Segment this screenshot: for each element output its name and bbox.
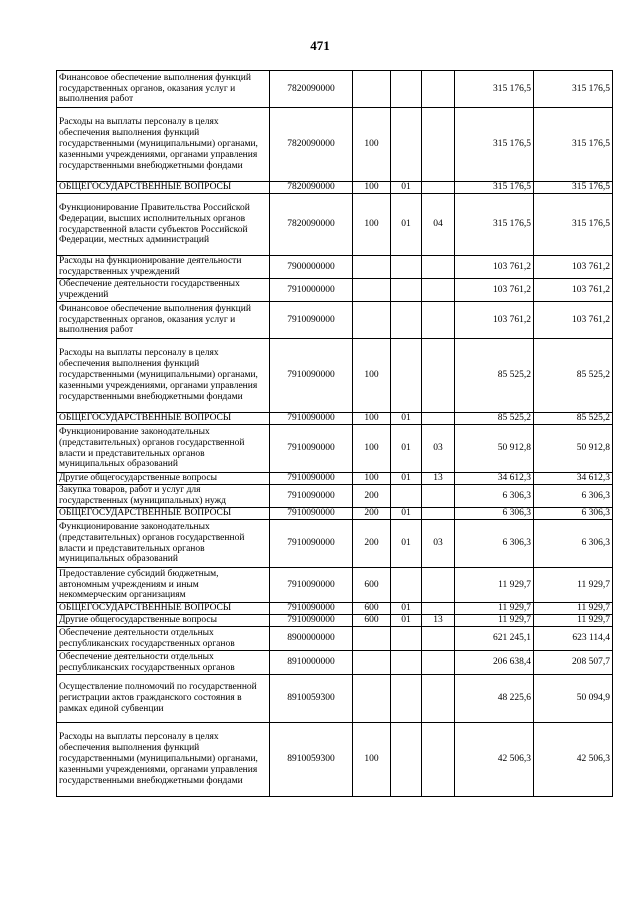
- row-code: 7910000000: [270, 279, 353, 302]
- row-sum-1: 206 638,4: [455, 651, 534, 675]
- row-code: 8910059300: [270, 675, 353, 723]
- row-sum-2: 11 929,7: [534, 603, 613, 615]
- row-sum-1: 103 761,2: [455, 302, 534, 339]
- row-sum-2: 85 525,2: [534, 413, 613, 425]
- row-code: 7910090000: [270, 425, 353, 473]
- table-row: [57, 723, 613, 797]
- row-vr: 600: [353, 568, 391, 603]
- row-code: 7910090000: [270, 413, 353, 425]
- table-row: [57, 339, 613, 413]
- row-rz: 01: [391, 508, 422, 520]
- row-sum-1: 11 929,7: [455, 603, 534, 615]
- table-row: [57, 473, 613, 485]
- row-name: Обеспечение деятельности отдельных республиканских государственных органов: [57, 627, 270, 651]
- row-code: 7910090000: [270, 339, 353, 413]
- row-code: 7820090000: [270, 108, 353, 182]
- row-code: 7910090000: [270, 603, 353, 615]
- row-code: 8910059300: [270, 723, 353, 797]
- row-vr: 100: [353, 723, 391, 797]
- row-pr: 03: [422, 520, 455, 568]
- row-rz: [391, 651, 422, 675]
- row-pr: [422, 413, 455, 425]
- row-rz: 01: [391, 603, 422, 615]
- row-sum-1: 85 525,2: [455, 339, 534, 413]
- row-pr: [422, 108, 455, 182]
- row-name: Предоставление субсидий бюджетным, автономным учреждениям и иным некоммерческим организациям: [57, 568, 270, 603]
- row-vr: [353, 279, 391, 302]
- row-sum-2: 315 176,5: [534, 108, 613, 182]
- table-row: [57, 108, 613, 182]
- row-rz: [391, 279, 422, 302]
- row-code: 7910090000: [270, 568, 353, 603]
- row-name: Функционирование Правительства Российской Федерации, высших исполнительных органов государственной власти субъектов Российской Федерации, местных администраций: [57, 194, 270, 256]
- row-pr: 13: [422, 615, 455, 627]
- row-name: ОБЩЕГОСУДАРСТВЕННЫЕ ВОПРОСЫ: [57, 182, 270, 194]
- row-name: Функционирование законодательных (представительных) органов государственной власти и представительных органов муниципальных образований: [57, 425, 270, 473]
- table-body: [57, 71, 613, 797]
- table-row: [57, 182, 613, 194]
- row-pr: [422, 279, 455, 302]
- table-row: [57, 675, 613, 723]
- budget-table: [56, 70, 613, 797]
- row-sum-2: 315 176,5: [534, 71, 613, 108]
- row-vr: [353, 627, 391, 651]
- row-vr: [353, 71, 391, 108]
- row-rz: [391, 723, 422, 797]
- row-sum-2: 208 507,7: [534, 651, 613, 675]
- row-sum-2: 315 176,5: [534, 194, 613, 256]
- row-sum-1: 315 176,5: [455, 108, 534, 182]
- row-sum-2: 6 306,3: [534, 520, 613, 568]
- row-pr: [422, 723, 455, 797]
- row-vr: 200: [353, 485, 391, 508]
- row-rz: [391, 627, 422, 651]
- row-sum-2: 6 306,3: [534, 508, 613, 520]
- row-pr: [422, 302, 455, 339]
- table-row: [57, 71, 613, 108]
- row-pr: [422, 603, 455, 615]
- row-rz: 01: [391, 413, 422, 425]
- row-code: 7900000000: [270, 256, 353, 279]
- row-rz: [391, 71, 422, 108]
- row-sum-1: 315 176,5: [455, 182, 534, 194]
- row-vr: 100: [353, 473, 391, 485]
- row-name: Другие общегосударственные вопросы: [57, 473, 270, 485]
- row-rz: [391, 256, 422, 279]
- table-row: [57, 627, 613, 651]
- table-row: [57, 485, 613, 508]
- row-sum-1: 6 306,3: [455, 485, 534, 508]
- table-row: [57, 520, 613, 568]
- row-pr: [422, 627, 455, 651]
- row-rz: [391, 108, 422, 182]
- row-sum-1: 103 761,2: [455, 256, 534, 279]
- row-pr: [422, 485, 455, 508]
- table-row: [57, 651, 613, 675]
- row-vr: 100: [353, 182, 391, 194]
- row-code: 8910000000: [270, 651, 353, 675]
- row-name: Осуществление полномочий по государственной регистрации актов гражданского состояния в рамках единой субвенции: [57, 675, 270, 723]
- row-rz: [391, 485, 422, 508]
- row-pr: [422, 182, 455, 194]
- row-sum-1: 42 506,3: [455, 723, 534, 797]
- row-pr: 04: [422, 194, 455, 256]
- row-code: 8900000000: [270, 627, 353, 651]
- row-pr: [422, 675, 455, 723]
- row-vr: [353, 302, 391, 339]
- row-name: Функционирование законодательных (представительных) органов государственной власти и представительных органов муниципальных образований: [57, 520, 270, 568]
- row-sum-1: 34 612,3: [455, 473, 534, 485]
- row-name: Расходы на выплаты персоналу в целях обеспечения выполнения функций государственными (муниципальными) органами, казенными учреждениями, органами управления государственными внебюджетными фондами: [57, 723, 270, 797]
- row-rz: [391, 568, 422, 603]
- row-name: Закупка товаров, работ и услуг для государственных (муниципальных) нужд: [57, 485, 270, 508]
- row-code: 7910090000: [270, 615, 353, 627]
- row-sum-1: 621 245,1: [455, 627, 534, 651]
- table-row: [57, 302, 613, 339]
- table-row: [57, 194, 613, 256]
- row-name: ОБЩЕГОСУДАРСТВЕННЫЕ ВОПРОСЫ: [57, 603, 270, 615]
- page-number: 471: [310, 38, 330, 53]
- row-rz: 01: [391, 520, 422, 568]
- row-sum-1: 6 306,3: [455, 508, 534, 520]
- row-sum-1: 11 929,7: [455, 568, 534, 603]
- row-sum-1: 85 525,2: [455, 413, 534, 425]
- row-sum-2: 11 929,7: [534, 568, 613, 603]
- table-row: [57, 256, 613, 279]
- table-row: [57, 508, 613, 520]
- row-name: Расходы на функционирование деятельности государственных учреждений: [57, 256, 270, 279]
- row-vr: [353, 256, 391, 279]
- row-rz: 01: [391, 425, 422, 473]
- table-row: [57, 425, 613, 473]
- row-sum-1: 11 929,7: [455, 615, 534, 627]
- row-sum-2: 315 176,5: [534, 182, 613, 194]
- row-code: 7910090000: [270, 473, 353, 485]
- row-vr: 100: [353, 413, 391, 425]
- row-pr: 03: [422, 425, 455, 473]
- row-pr: [422, 508, 455, 520]
- row-pr: 13: [422, 473, 455, 485]
- row-sum-1: 6 306,3: [455, 520, 534, 568]
- row-pr: [422, 256, 455, 279]
- table-row: [57, 413, 613, 425]
- row-name: Другие общегосударственные вопросы: [57, 615, 270, 627]
- row-vr: 100: [353, 425, 391, 473]
- row-sum-2: 103 761,2: [534, 256, 613, 279]
- row-name: ОБЩЕГОСУДАРСТВЕННЫЕ ВОПРОСЫ: [57, 413, 270, 425]
- row-sum-1: 103 761,2: [455, 279, 534, 302]
- row-vr: [353, 651, 391, 675]
- row-name: Обеспечение деятельности отдельных республиканских государственных органов: [57, 651, 270, 675]
- row-rz: 01: [391, 473, 422, 485]
- row-pr: [422, 568, 455, 603]
- row-code: 7820090000: [270, 71, 353, 108]
- row-pr: [422, 339, 455, 413]
- row-code: 7820090000: [270, 194, 353, 256]
- row-vr: 100: [353, 339, 391, 413]
- row-rz: 01: [391, 615, 422, 627]
- row-sum-2: 6 306,3: [534, 485, 613, 508]
- row-sum-2: 34 612,3: [534, 473, 613, 485]
- row-rz: 01: [391, 182, 422, 194]
- row-name: Финансовое обеспечение выполнения функций государственных органов, оказания услуг и выполнения работ: [57, 302, 270, 339]
- row-vr: 600: [353, 603, 391, 615]
- row-code: 7910090000: [270, 485, 353, 508]
- row-sum-2: 42 506,3: [534, 723, 613, 797]
- table-row: [57, 603, 613, 615]
- row-sum-2: 11 929,7: [534, 615, 613, 627]
- row-sum-2: 623 114,4: [534, 627, 613, 651]
- row-code: 7910090000: [270, 508, 353, 520]
- row-name: Расходы на выплаты персоналу в целях обеспечения выполнения функций государственными (муниципальными) органами, казенными учреждениями, органами управления государственными внебюджетными фондами: [57, 339, 270, 413]
- row-pr: [422, 651, 455, 675]
- row-vr: 200: [353, 508, 391, 520]
- row-sum-2: 103 761,2: [534, 302, 613, 339]
- row-vr: 100: [353, 194, 391, 256]
- row-name: ОБЩЕГОСУДАРСТВЕННЫЕ ВОПРОСЫ: [57, 508, 270, 520]
- table-row: [57, 279, 613, 302]
- row-sum-1: 315 176,5: [455, 71, 534, 108]
- row-sum-2: 85 525,2: [534, 339, 613, 413]
- row-code: 7910090000: [270, 520, 353, 568]
- row-name: Обеспечение деятельности государственных учреждений: [57, 279, 270, 302]
- row-rz: [391, 302, 422, 339]
- row-rz: [391, 339, 422, 413]
- table-row: [57, 568, 613, 603]
- row-sum-1: 315 176,5: [455, 194, 534, 256]
- row-sum-2: 50 094,9: [534, 675, 613, 723]
- row-rz: [391, 675, 422, 723]
- row-name: Финансовое обеспечение выполнения функций государственных органов, оказания услуг и выполнения работ: [57, 71, 270, 108]
- row-vr: [353, 675, 391, 723]
- row-code: 7910090000: [270, 302, 353, 339]
- row-name: Расходы на выплаты персоналу в целях обеспечения выполнения функций государственными (муниципальными) органами, казенными учреждениями, органами управления государственными внебюджетными фондами: [57, 108, 270, 182]
- row-vr: 100: [353, 108, 391, 182]
- row-sum-1: 50 912,8: [455, 425, 534, 473]
- row-vr: 600: [353, 615, 391, 627]
- row-sum-2: 50 912,8: [534, 425, 613, 473]
- table-row: [57, 615, 613, 627]
- row-sum-1: 48 225,6: [455, 675, 534, 723]
- row-sum-2: 103 761,2: [534, 279, 613, 302]
- row-code: 7820090000: [270, 182, 353, 194]
- row-vr: 200: [353, 520, 391, 568]
- row-rz: 01: [391, 194, 422, 256]
- row-pr: [422, 71, 455, 108]
